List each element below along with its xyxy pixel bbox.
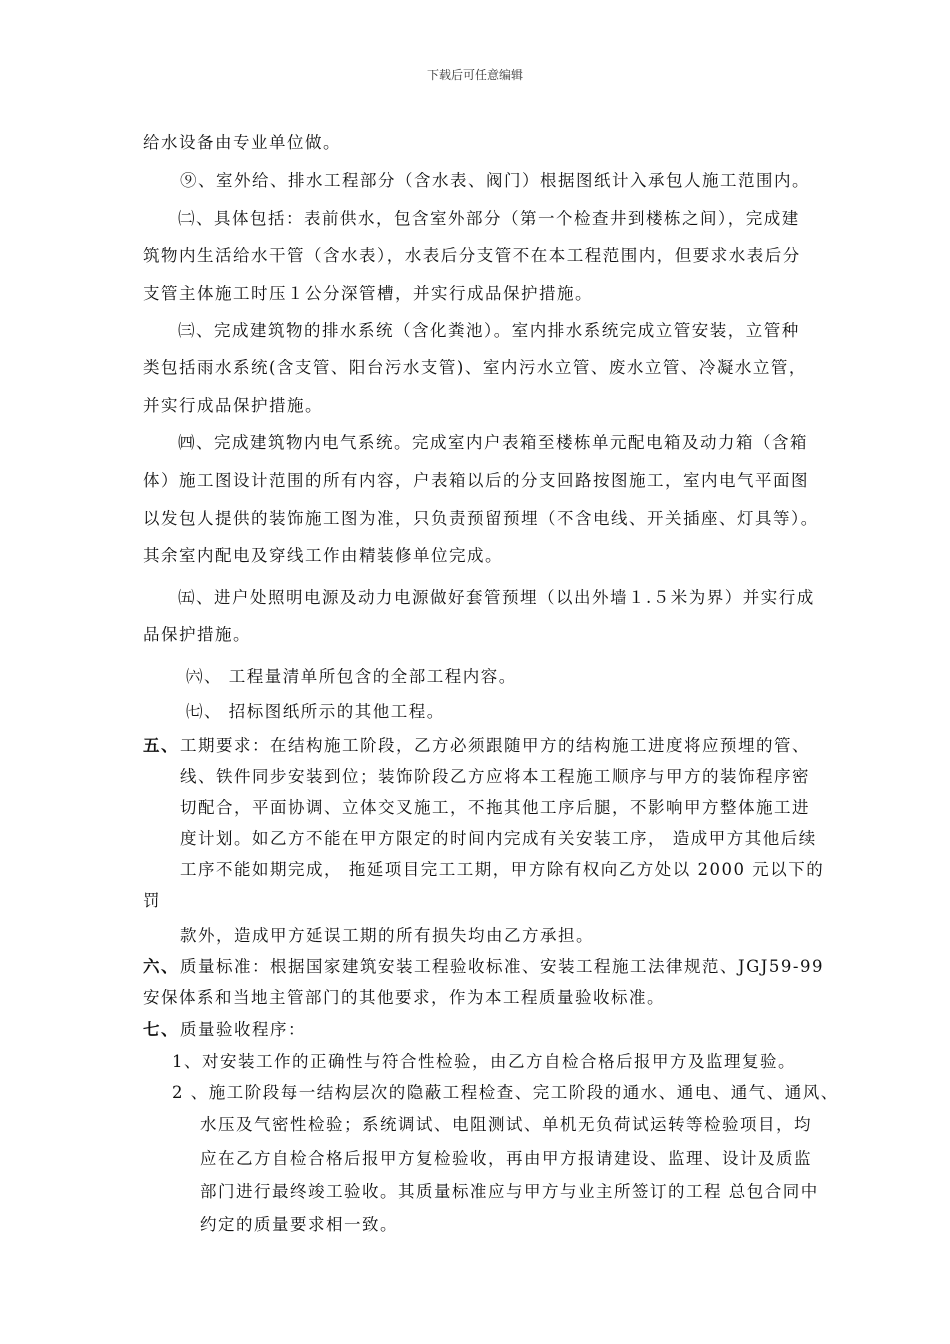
text-line: 质量验收程序： — [180, 1020, 306, 1039]
text-line: ㈦、 招标图纸所示的其他工程。 — [186, 702, 445, 721]
text-line: 约定的质量要求相一致。 — [200, 1215, 398, 1234]
text-line: 给水设备由专业单位做。 — [143, 133, 341, 152]
text-line: ㈤、进户处照明电源及动力电源做好套管预埋（以出外墙１.５米为界）并实行成 — [178, 588, 815, 607]
text-line: 2 、施工阶段每一结构层次的隐蔽工程检查、完工阶段的通水、通电、通气、通风、 — [172, 1083, 839, 1102]
text-line: 质量标准：根据国家建筑安装工程验收标准、安装工程施工法律规范、JGJ59-99 — [180, 957, 824, 976]
text-line: 并实行成品保护措施。 — [143, 396, 323, 415]
section-number: 六、 — [143, 957, 179, 976]
text-line: 款外，造成甲方延误工期的所有损失均由乙方承担。 — [180, 926, 594, 945]
text-line: 工期要求：在结构施工阶段，乙方必须跟随甲方的结构施工进度将应预埋的管、 — [180, 736, 810, 755]
text-line: 水压及气密性检验；系统调试、电阻测试、单机无负荷试运转等检验项目，均 — [200, 1115, 812, 1134]
text-line: 支管主体施工时压１公分深管槽，并实行成品保护措施。 — [143, 284, 593, 303]
text-line: 工序不能如期完成， 拖延项目完工工期，甲方除有权向乙方处以 2000 元以下的 — [180, 860, 825, 879]
text-line: 其余室内配电及穿线工作由精装修单位完成。 — [143, 546, 503, 565]
text-line: ㈣、完成建筑物内电气系统。完成室内户表箱至楼栋单元配电箱及动力箱（含箱 — [178, 433, 808, 452]
text-line: 品保护措施。 — [143, 625, 251, 644]
text-line: 罚 — [143, 891, 161, 910]
text-line: 应在乙方自检合格后报甲方复检验收，再由甲方报请建设、监理、设计及质监 — [200, 1149, 812, 1168]
page-header: 下载后可任意编辑 — [426, 68, 523, 82]
text-line: 以发包人提供的装饰施工图为准，只负责预留预埋（不含电线、开关插座、灯具等）。 — [143, 509, 819, 528]
text-line: 线、铁件同步安装到位；装饰阶段乙方应将本工程施工顺序与甲方的装饰程序密 — [180, 767, 810, 786]
section-number: 五、 — [143, 736, 179, 755]
text-line: 筑物内生活给水干管（含水表），水表后分支管不在本工程范围内，但要求水表后分 — [143, 246, 801, 265]
text-line: 切配合，平面协调、立体交叉施工，不拖其他工序后腿，不影响甲方整体施工进 — [180, 798, 810, 817]
text-line: 安保体系和当地主管部门的其他要求，作为本工程质量验收标准。 — [143, 988, 665, 1007]
text-line: 类包括雨水系统(含支管、阳台污水支管)、室内污水立管、废水立管、冷凝水立管， — [143, 358, 807, 377]
text-line: 度计划。如乙方不能在甲方限定的时间内完成有关安装工序， 造成甲方其他后续 — [180, 829, 817, 848]
text-line: ⑨、室外给、排水工程部分（含水表、阀门）根据图纸计入承包人施工范围内。 — [180, 171, 810, 190]
section-number: 七、 — [143, 1020, 179, 1039]
text-line: ㈢、完成建筑物的排水系统（含化粪池）。室内排水系统完成立管安装，立管种 — [178, 321, 800, 340]
text-line: 1、对安装工作的正确性与符合性检验，由乙方自检合格后报甲方及监理复验。 — [172, 1052, 796, 1071]
text-line: 部门进行最终竣工验收。其质量标准应与甲方与业主所签订的工程 总包合同中 — [200, 1182, 819, 1201]
text-line: ㈡、具体包括：表前供水，包含室外部分（第一个检查井到楼栋之间），完成建 — [178, 209, 800, 228]
text-line: 体）施工图设计范围的所有内容，户表箱以后的分支回路按图施工，室内电气平面图 — [143, 471, 809, 490]
text-line: ㈥、 工程量清单所包含的全部工程内容。 — [186, 667, 517, 686]
